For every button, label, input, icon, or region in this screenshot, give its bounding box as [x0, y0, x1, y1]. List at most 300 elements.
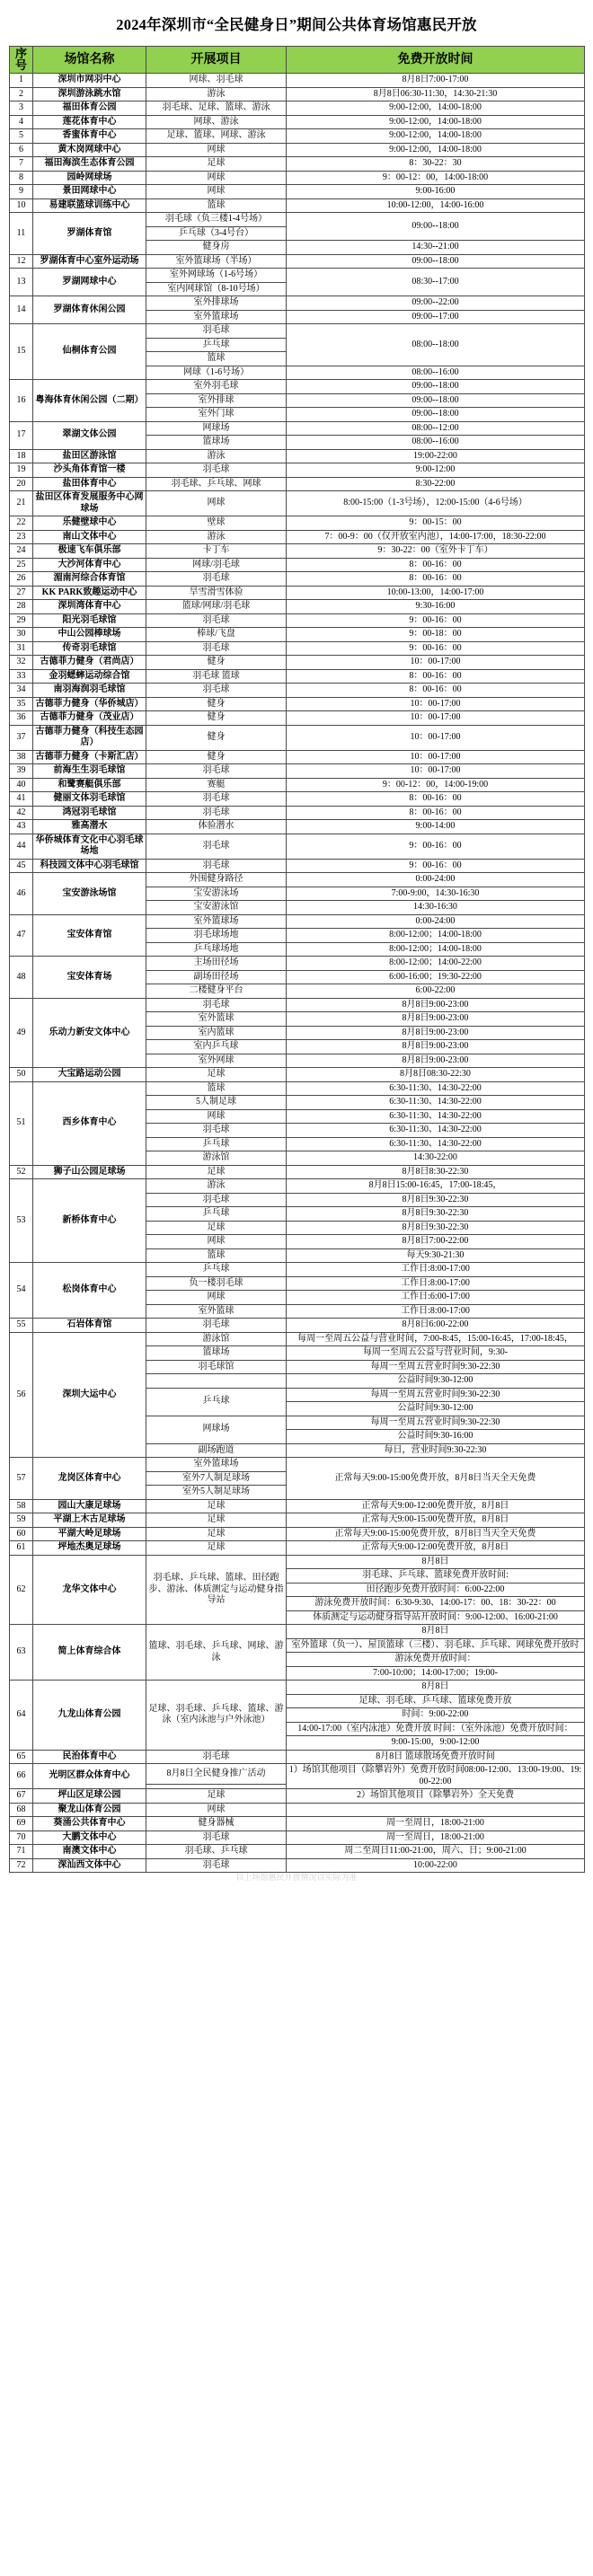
activity-cell: 室外羽毛球 — [146, 380, 287, 394]
table-row — [10, 834, 585, 859]
open-hours-cell: 室外篮球（负一）、屋顶篮球（三楼）、羽毛球、乒乓球、网球免费开放时 — [287, 1638, 585, 1653]
table-row — [10, 198, 585, 213]
activity-cell: 篮球 — [146, 352, 287, 366]
row-index-cell: 52 — [10, 1165, 33, 1179]
row-index-cell: 13 — [10, 269, 33, 296]
activity-cell: 羽毛球（负三楼1-4号场） — [146, 213, 287, 227]
activity-cell: 足球 — [146, 1165, 287, 1179]
open-hours-cell: 09:00--18:00 — [287, 254, 585, 269]
open-hours-cell: 9:00-12:00，14:00-18:00 — [287, 115, 585, 129]
open-hours-cell: 9：00-12：00，14:00-19:00 — [287, 778, 585, 792]
open-hours-cell: 工作日:8:00-17:00 — [287, 1304, 585, 1319]
open-hours-cell: 公益时间9:30-12:00 — [287, 1374, 585, 1389]
row-index-cell: 53 — [10, 1179, 33, 1263]
row-index-cell: 33 — [10, 669, 33, 684]
venue-name-cell: 古德菲力健身（君尚店） — [33, 656, 146, 670]
row-index-cell: 34 — [10, 684, 33, 698]
activity-cell: 室外门球 — [146, 408, 287, 422]
open-hours-cell: 10：00-17:00 — [287, 711, 585, 726]
row-index-cell: 59 — [10, 1513, 33, 1528]
open-hours-cell: 8月8日9:30-22:30 — [287, 1207, 585, 1222]
open-hours-cell: 8月8日 篮球散场免费开放时间 — [287, 1750, 585, 1764]
table-header-row — [10, 46, 585, 73]
page-title: 2024年深圳市“全民健身日”期间公共体育场馆惠民开放 — [116, 16, 477, 33]
venue-name-cell: 罗湖体育馆 — [33, 213, 146, 255]
activity-cell: 羽毛球 — [146, 1858, 287, 1873]
row-index-cell: 47 — [10, 914, 33, 957]
venue-name-cell: 和鹭赛艇俱乐部 — [33, 778, 146, 792]
table-row — [10, 859, 585, 873]
table-row — [10, 129, 585, 144]
venue-name-cell: 龙岗区体育中心 — [33, 1458, 146, 1500]
table-row — [10, 449, 585, 463]
open-hours-cell: 8月8日9:30-22:30 — [287, 1193, 585, 1207]
row-index-cell: 12 — [10, 254, 33, 269]
activity-cell: 乒乓球 — [146, 1137, 287, 1151]
table-row — [10, 1263, 585, 1277]
table-row — [10, 1499, 585, 1513]
open-hours-cell: 每天9:30-21:30 — [287, 1248, 585, 1263]
open-hours-cell: 14:30-22:00 — [287, 1151, 585, 1166]
activity-cell: 健身 — [146, 697, 287, 711]
row-index-cell: 17 — [10, 421, 33, 449]
venue-name-cell: 大鹏文体中心 — [33, 1831, 146, 1845]
activity-cell: 网球 — [146, 1803, 287, 1817]
row-index-cell: 23 — [10, 530, 33, 544]
activity-cell: 体验潜水 — [146, 820, 287, 834]
open-hours-cell: 9：00-16：00 — [287, 613, 585, 628]
activity-cell: 室外网球 — [146, 1054, 287, 1068]
venue-name-cell: 深圳大运中心 — [33, 1332, 146, 1458]
venue-schedule-table — [9, 46, 585, 1873]
open-hours-cell: 14:30-16:30 — [287, 901, 585, 915]
venue-name-cell: 沙头角体育馆一楼 — [33, 463, 146, 478]
activity-cell: 篮球 — [146, 198, 287, 213]
open-hours-cell: 时间：9:00-22:00 — [287, 1708, 585, 1723]
open-hours-cell: 每周一至周五公益与营业时间，7:00-8:45，15:00-16:45，17:00-18:45， — [287, 1332, 585, 1346]
table-row — [10, 477, 585, 491]
activity-cell: 足球 — [146, 1789, 287, 1804]
row-index-cell: 57 — [10, 1458, 33, 1500]
venue-name-cell: 盐田区游泳馆 — [33, 449, 146, 463]
table-row — [10, 778, 585, 792]
open-hours-cell: 8月8日 — [287, 1625, 585, 1639]
row-index-cell: 25 — [10, 558, 33, 572]
row-index-cell: 18 — [10, 449, 33, 463]
table-row — [10, 1319, 585, 1333]
venue-name-cell: 湄南河综合体育馆 — [33, 572, 146, 587]
activity-cell: 室外篮球 — [146, 1304, 287, 1319]
activity-cell: 网球 — [146, 143, 287, 157]
activity-cell: 乒乓球 — [146, 1207, 287, 1222]
table-row — [10, 628, 585, 642]
venue-name-cell: 乐动力新安文体中心 — [33, 998, 146, 1068]
row-index-cell: 21 — [10, 491, 33, 516]
row-index-cell: 64 — [10, 1681, 33, 1751]
table-row — [10, 530, 585, 544]
open-hours-cell: 10：00-17:00 — [287, 750, 585, 764]
row-index-cell: 63 — [10, 1625, 33, 1681]
open-hours-cell: 9:00-12:00，14:00-18:00 — [287, 101, 585, 116]
venue-name-cell: 传奇羽毛球馆 — [33, 641, 146, 656]
activity-cell: 羽毛球 — [146, 572, 287, 587]
activity-cell: 足球 — [146, 1499, 287, 1513]
venue-name-cell: 科技园文体中心羽毛球馆 — [33, 859, 146, 873]
activity-cell: 负一楼羽毛球 — [146, 1276, 287, 1291]
open-hours-cell: 0:00-24:00 — [287, 873, 585, 887]
venue-name-cell: 福田体育公园 — [33, 101, 146, 116]
activity-cell: 羽毛球 — [146, 463, 287, 478]
row-index-cell: 10 — [10, 198, 33, 213]
venue-name-cell: 粤海体育休闲公园（二期） — [33, 380, 146, 422]
row-index-cell: 15 — [10, 324, 33, 380]
row-index-cell: 71 — [10, 1845, 33, 1859]
open-hours-cell: 周二至周日11:00-21:00，周六、日；9:00-21:00 — [287, 1845, 585, 1859]
table-row — [10, 157, 585, 172]
open-hours-cell: 8月8日6:00-22:00 — [287, 1319, 585, 1333]
table-row — [10, 1817, 585, 1831]
open-hours-cell: 每周一至周五营业时间9:30-22:30 — [287, 1416, 585, 1430]
open-hours-cell: 8:30-22:00 — [287, 477, 585, 491]
activity-cell: 健身 — [146, 656, 287, 670]
table-body — [10, 74, 585, 1873]
activity-cell: 羽毛球、足球、篮球、游泳 — [146, 101, 287, 116]
venue-name-cell: 金羽蟋蟀运动综合馆 — [33, 669, 146, 684]
open-hours-cell: 8月8日9:00-23:00 — [287, 1026, 585, 1040]
activity-cell: 健身 — [146, 711, 287, 726]
activity-cell: 室外5人制足球场 — [146, 1486, 287, 1500]
open-hours-cell: 每周一至周五公益与营业时间，9:30- — [287, 1346, 585, 1361]
activity-cell: 羽毛球 — [146, 1193, 287, 1207]
row-index-cell: 38 — [10, 750, 33, 764]
row-index-cell: 35 — [10, 697, 33, 711]
table-row — [10, 750, 585, 764]
venue-name-cell: 园岭网球场 — [33, 171, 146, 185]
open-hours-cell: 工作日:8:00-17:00 — [287, 1276, 585, 1291]
activity-cell: 游泳 — [146, 87, 287, 101]
activity-cell: 网球、羽毛球 — [146, 74, 287, 88]
open-hours-cell: 10:00-22:00 — [287, 1858, 585, 1873]
activity-cell: 室内网球馆（8-10号场） — [146, 282, 287, 296]
activity-cell: 篮球/网球/羽毛球 — [146, 600, 287, 614]
row-index-cell: 16 — [10, 380, 33, 422]
row-index-cell: 9 — [10, 185, 33, 199]
venue-name-cell: 聚龙山体育公园 — [33, 1803, 146, 1817]
column-header-no — [10, 46, 33, 73]
row-index-cell: 32 — [10, 656, 33, 670]
open-hours-cell: 8月8日9:00-23:00 — [287, 1012, 585, 1027]
activity-cell: 室外排球场 — [146, 296, 287, 311]
table-row — [10, 792, 585, 807]
table-row — [10, 1803, 585, 1817]
row-index-cell: 19 — [10, 463, 33, 478]
open-hours-cell: 09:00--18:00 — [287, 408, 585, 422]
row-index-cell: 41 — [10, 792, 33, 807]
column-header-item: 开展项目 — [146, 46, 287, 73]
table-row — [10, 1458, 585, 1472]
venue-name-cell: 大沙河体育中心 — [33, 558, 146, 572]
venue-name-cell: 罗湖网球中心 — [33, 269, 146, 296]
activity-cell: 副场跑道 — [146, 1443, 287, 1458]
open-hours-cell: 14:30--21:00 — [287, 241, 585, 255]
row-index-cell: 69 — [10, 1817, 33, 1831]
open-hours-cell: 8：00-16：00 — [287, 792, 585, 807]
activity-cell: 5人制足球 — [146, 1096, 287, 1110]
open-hours-cell: 8月8日8:30-22:30 — [287, 1165, 585, 1179]
open-hours-cell: 10：00-17:00 — [287, 697, 585, 711]
open-hours-cell: 10：00-17:00 — [287, 725, 585, 750]
row-index-cell: 42 — [10, 806, 33, 820]
row-index-cell: 37 — [10, 725, 33, 750]
activity-cell: 篮球场 — [146, 1346, 287, 1361]
activity-cell: 羽毛球 — [146, 324, 287, 339]
activity-cell: 羽毛球 — [146, 792, 287, 807]
open-hours-cell: 8月8日9:00-23:00 — [287, 1040, 585, 1054]
activity-cell: 二楼健身平台 — [146, 984, 287, 999]
table-row — [10, 213, 585, 227]
activity-cell: 乒乓球场地 — [146, 942, 287, 957]
open-hours-cell: 8：00-16：00 — [287, 806, 585, 820]
row-index-cell: 62 — [10, 1555, 33, 1625]
table-row — [10, 1555, 585, 1569]
table-row — [10, 74, 585, 88]
venue-name-cell: 极速飞车俱乐部 — [33, 544, 146, 559]
venue-name-cell: 简上体育综合体 — [33, 1625, 146, 1681]
venue-name-cell: 新桥体育中心 — [33, 1179, 146, 1263]
activity-cell: 网球 — [146, 1235, 287, 1249]
open-hours-cell: 8月8日9:30-22:30 — [287, 1221, 585, 1235]
open-hours-cell: 6:30-11:30、14:30-22:00 — [287, 1137, 585, 1151]
column-header-no-line2: 号 — [14, 58, 27, 73]
venue-name-cell: 华侨城体育文化中心羽毛球场地 — [33, 834, 146, 859]
open-hours-cell: 8:00-15:00（1-3号场），12:00-15:00（4-6号场） — [287, 491, 585, 516]
venue-name-cell: 罗湖体育休闲公园 — [33, 296, 146, 324]
row-index-cell: 11 — [10, 213, 33, 255]
footnote: 以上场馆惠民开放情况以实际为准 — [235, 1873, 358, 1883]
open-hours-cell: 8:00-12:00；14:00-22:00 — [287, 957, 585, 971]
venue-name-cell: 南山文体中心 — [33, 530, 146, 544]
activity-cell: 羽毛球 — [146, 641, 287, 656]
open-hours-cell: 8月8日15:00-16:45，17:00-18:45， — [287, 1179, 585, 1194]
row-index-cell: 20 — [10, 477, 33, 491]
row-index-cell: 1 — [10, 74, 33, 88]
table-row — [10, 764, 585, 779]
column-header-no-line1: 序 — [14, 46, 27, 60]
activity-cell: 网球/羽毛球 — [146, 558, 287, 572]
venue-name-cell: 香蜜体育中心 — [33, 129, 146, 144]
activity-cell: 副场田径场 — [146, 970, 287, 984]
open-hours-cell: 8：00-16：00 — [287, 558, 585, 572]
activity-cell: 游泳馆 — [146, 1151, 287, 1166]
venue-name-cell: 深汕西文体中心 — [33, 1858, 146, 1873]
open-hours-cell: 8月8日7:00-22:00 — [287, 1235, 585, 1249]
activity-cell: 室内乒乓球 — [146, 1040, 287, 1054]
activity-cell: 8月8日全民健身推广活动 — [146, 1764, 287, 1785]
table-row — [10, 1068, 585, 1082]
row-index-cell: 46 — [10, 873, 33, 915]
activity-cell: 网球、游泳 — [146, 115, 287, 129]
table-row — [10, 572, 585, 587]
venue-name-cell: 宝安游泳场馆 — [33, 873, 146, 915]
open-hours-cell: 8：30-22：30 — [287, 157, 585, 172]
row-index-cell: 65 — [10, 1750, 33, 1764]
row-index-cell: 56 — [10, 1332, 33, 1458]
table-row — [10, 1845, 585, 1859]
table-header — [10, 46, 585, 73]
open-hours-cell: 每周一至周五营业时间9:30-22:30 — [287, 1388, 585, 1402]
row-index-cell: 24 — [10, 544, 33, 559]
table-row — [10, 1764, 585, 1785]
open-hours-cell: 10：00-17:00 — [287, 656, 585, 670]
activity-cell: 足球 — [146, 1513, 287, 1528]
venue-name-cell: 民治体育中心 — [33, 1750, 146, 1764]
row-index-cell: 31 — [10, 641, 33, 656]
row-index-cell: 68 — [10, 1803, 33, 1817]
open-hours-cell: 9:00-12:00 — [287, 463, 585, 478]
activity-cell: 羽毛球 — [146, 764, 287, 779]
activity-cell: 室外篮球场 — [146, 1458, 287, 1472]
activity-cell: 羽毛球 — [146, 684, 287, 698]
activity-cell: 游泳馆 — [146, 1332, 287, 1346]
table-row — [10, 463, 585, 478]
table-row — [10, 269, 585, 283]
venue-name-cell: 西乡体育中心 — [33, 1081, 146, 1165]
activity-cell: 游泳 — [146, 449, 287, 463]
activity-cell: 羽毛球、乒乓球、篮球、田径跑步、游泳、体质测定与运动健身指导站 — [146, 1555, 287, 1625]
row-index-cell: 4 — [10, 115, 33, 129]
row-index-cell: 8 — [10, 171, 33, 185]
activity-cell: 足球、篮球、网球、游泳 — [146, 129, 287, 144]
row-index-cell: 5 — [10, 129, 33, 144]
table-row — [10, 725, 585, 750]
activity-cell: 外围健身路径 — [146, 873, 287, 887]
venue-name-cell: 坪地杰奥足球场 — [33, 1541, 146, 1556]
activity-cell: 网球 — [146, 491, 287, 516]
row-index-cell: 26 — [10, 572, 33, 587]
activity-cell: 羽毛球场地 — [146, 929, 287, 943]
activity-cell: 赛艇 — [146, 778, 287, 792]
venue-name-cell: 深圳游泳跳水馆 — [33, 87, 146, 101]
table-row — [10, 516, 585, 531]
table-row — [10, 1750, 585, 1764]
row-index-cell: 3 — [10, 101, 33, 116]
open-hours-cell: 6:30-11:30、14:30-22:00 — [287, 1081, 585, 1096]
row-index-cell: 54 — [10, 1263, 33, 1319]
open-hours-cell: 14:00-17:00（室内泳池）免费开放 时间：（室外泳池）免费开放时间： — [287, 1722, 585, 1736]
table-row — [10, 143, 585, 157]
open-hours-cell: 7:00-10:00；14:00-17:00；19:00- — [287, 1666, 585, 1681]
table-row — [10, 711, 585, 726]
row-index-cell: 72 — [10, 1858, 33, 1873]
column-header-time: 免费开放时间 — [287, 46, 585, 73]
venue-name-cell: 鸿冠羽毛球馆 — [33, 806, 146, 820]
row-index-cell: 48 — [10, 957, 33, 999]
open-hours-cell: 周一至周日，18:00-21:00 — [287, 1831, 585, 1845]
venue-name-cell: 龙华文体中心 — [33, 1555, 146, 1625]
open-hours-cell: 9：00-16：00 — [287, 834, 585, 859]
open-hours-cell: 正常每天9:00-12:00免费开放，8月8日 — [287, 1499, 585, 1513]
venue-name-cell: 古德菲力健身（卡斯汇店） — [33, 750, 146, 764]
open-hours-cell: 9：00-12：00，14:00-18:00 — [287, 171, 585, 185]
open-hours-cell: 9:00-12:00，14:00-18:00 — [287, 143, 585, 157]
open-hours-cell: 公益时间9:30-12:00 — [287, 1402, 585, 1416]
open-hours-cell: 8月8日 — [287, 1681, 585, 1695]
venue-name-cell: 古德菲力健身（科技生态园店） — [33, 725, 146, 750]
row-index-cell: 27 — [10, 586, 33, 600]
open-hours-cell: 游泳免费开放时间： — [287, 1653, 585, 1667]
open-hours-cell: 9:00-15:00，9:00-12:00 — [287, 1736, 585, 1751]
table-row — [10, 1081, 585, 1096]
venue-name-cell: 坪山区足球公园 — [33, 1789, 146, 1804]
activity-cell: 羽毛球、乒乓球、网球 — [146, 477, 287, 491]
open-hours-cell: 8月8日06:30-11:30，14:30-21:30 — [287, 87, 585, 101]
open-hours-cell: 9：30-22：00（室外卡丁车） — [287, 544, 585, 559]
column-header-venue: 场馆名称 — [33, 46, 146, 73]
venue-name-cell: 中山公园棒球场 — [33, 628, 146, 642]
table-row — [10, 380, 585, 394]
table-row — [10, 101, 585, 116]
activity-cell: 足球、羽毛球、乒乓球、篮球、游泳（室内泳池与户外泳池） — [146, 1681, 287, 1751]
activity-cell: 羽毛球 — [146, 1124, 287, 1138]
table-row — [10, 1625, 585, 1639]
activity-cell: 室外篮球 — [146, 1012, 287, 1027]
row-index-cell: 49 — [10, 998, 33, 1068]
activity-cell: 羽毛球 — [146, 1750, 287, 1764]
open-hours-cell: 每日，营业时间9:30-22:30 — [287, 1443, 585, 1458]
venue-name-cell: 乐健壁球中心 — [33, 516, 146, 531]
activity-cell: 旱雪滑雪体验 — [146, 586, 287, 600]
venue-name-cell: 石岩体育馆 — [33, 1319, 146, 1333]
table-row — [10, 1789, 585, 1804]
open-hours-cell: 9：00-16：00 — [287, 859, 585, 873]
open-hours-cell: 6:30-11:30、14:30-22:00 — [287, 1109, 585, 1124]
open-hours-cell: 9：00-18：00 — [287, 628, 585, 642]
open-hours-cell: 8月8日08:30-22:30 — [287, 1068, 585, 1082]
activity-cell — [146, 1374, 287, 1389]
open-hours-cell: 8：00-16：00 — [287, 669, 585, 684]
open-hours-cell: 8:00-12:00；14:00-18:00 — [287, 942, 585, 957]
open-hours-cell: 08:30--17:00 — [287, 269, 585, 296]
venue-name-cell: 九龙山体育公园 — [33, 1681, 146, 1751]
venue-name-cell: 雅高潜水 — [33, 820, 146, 834]
activity-cell: 足球 — [146, 157, 287, 172]
open-hours-cell: 09:00--18:00 — [287, 213, 585, 241]
open-hours-cell: 正常每天9:00-15:00免费开放，8月8日 — [287, 1513, 585, 1528]
venue-name-cell: 盐田区体育发展服务中心网球场 — [33, 491, 146, 516]
open-hours-cell: 正常每天9:00-15:00免费开放，8月8日当天全天免费 — [287, 1527, 585, 1541]
activity-cell: 篮球 — [146, 1081, 287, 1096]
activity-cell: 棒球/飞盘 — [146, 628, 287, 642]
table-row — [10, 669, 585, 684]
table-row — [10, 914, 585, 929]
open-hours-cell: 7:00-9:00，14:30-16:30 — [287, 887, 585, 901]
activity-cell: 主场田径场 — [146, 957, 287, 971]
table-row — [10, 115, 585, 129]
table-row — [10, 820, 585, 834]
row-index-cell: 40 — [10, 778, 33, 792]
activity-cell: 室外排球 — [146, 393, 287, 408]
open-hours-cell: 09:00--17:00 — [287, 310, 585, 324]
activity-cell: 室外篮球场 — [146, 310, 287, 324]
row-index-cell: 61 — [10, 1541, 33, 1556]
table-row — [10, 586, 585, 600]
venue-name-cell: 古德菲力健身（茂业店） — [33, 711, 146, 726]
venue-name-cell: 盐田体育中心 — [33, 477, 146, 491]
venue-name-cell: 景田网球中心 — [33, 185, 146, 199]
row-index-cell: 44 — [10, 834, 33, 859]
table-row — [10, 1527, 585, 1541]
open-hours-cell: 8月8日9:00-23:00 — [287, 1054, 585, 1068]
